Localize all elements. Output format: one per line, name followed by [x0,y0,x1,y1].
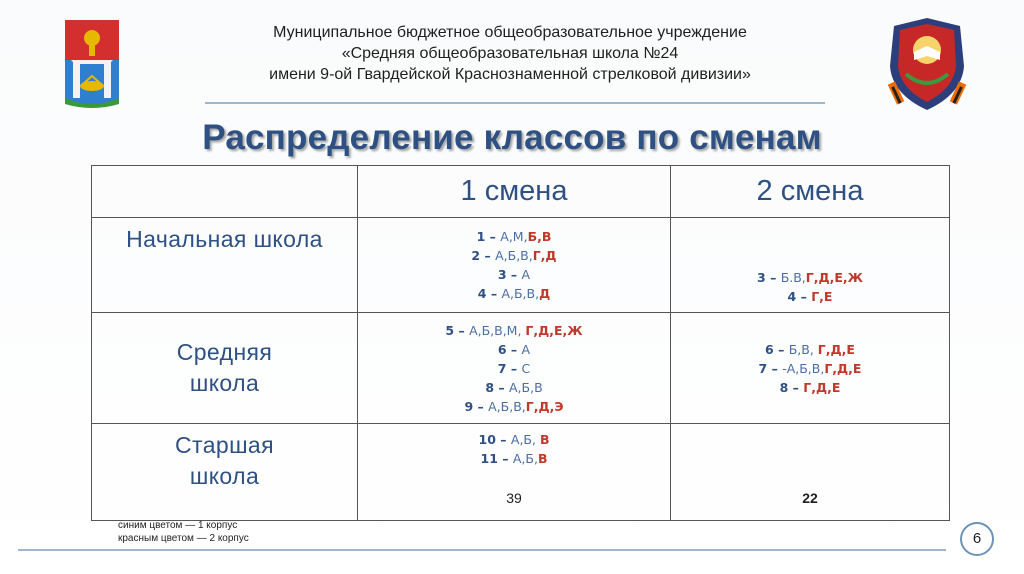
org-line-3: имени 9-ой Гвардейской Краснознаменной стрелковой дивизии» [269,66,751,83]
class-list-item [358,359,670,378]
building-2-classes: Г,Д,Е,Ж [805,270,863,285]
building-1-classes: -А,Б,В, [782,360,825,376]
row-label-line: Средняя [176,339,273,365]
class-list-item [358,246,670,265]
building-2-classes: Д [539,286,551,301]
header-divider [205,102,825,104]
building-1-classes: А,Б,В,М, [469,322,526,338]
class-list-item [358,265,670,284]
footer-divider [18,549,946,551]
grade-separator: – [494,379,509,395]
building-1-classes: А,Б,В, [495,248,533,263]
row-label-senior [92,424,358,521]
class-list-item [671,359,949,378]
grade-separator: – [773,341,789,357]
row-label-line: Начальная школа [126,226,323,252]
grade-number: 3 [757,270,766,285]
cell-primary-shift-1 [358,218,671,313]
building-1-classes: Б,В, [788,341,818,357]
grade-separator: – [506,360,522,376]
grade-separator: – [765,270,781,285]
organization-name [170,22,850,85]
cell-middle-shift-1 [358,313,671,424]
school-badge-icon [884,16,970,112]
grade-separator: – [767,360,783,376]
building-1-classes: А [521,341,531,357]
building-1-classes: А,Б,В, [488,398,526,414]
table-row-primary [92,218,950,313]
building-2-classes: Г,Д,Е [803,379,841,395]
class-list-item [358,449,670,468]
building-2-classes: Г,Д,Е [824,360,862,376]
grade-separator: – [796,289,812,304]
senior-shift-1-list [358,430,670,468]
row-label-line: Старшая [175,432,274,458]
building-2-classes: Г,Д,Е,Ж [525,322,583,338]
cell-middle-shift-2 [671,313,950,424]
total-shift-2: 22 [802,490,818,506]
grade-number: 6 [765,341,774,357]
grade-separator: – [480,248,496,263]
table-header-row [92,166,950,218]
color-legend [118,519,249,545]
grade-number: 11 [480,451,498,466]
grade-separator: – [788,379,804,395]
building-2-classes: В [539,432,550,447]
grade-number: 6 [497,341,507,357]
total-shift-1: 39 [506,490,522,506]
table-row-senior [92,424,950,521]
legend-red: красным цветом — 2 корпус [118,533,249,544]
grade-separator: – [497,451,513,466]
grade-number: 1 [476,229,486,244]
class-list-item [358,397,670,416]
grade-separator: – [506,267,522,282]
grade-number: 3 [497,267,507,282]
grade-separator: – [486,286,502,301]
grade-number: 9 [464,398,474,414]
header-cell-shift-1: 1 смена [358,166,671,218]
building-1-classes: А,М, [500,229,528,244]
building-2-classes: Г,Д [532,248,557,263]
grade-number: 7 [758,360,768,376]
slide-title: Распределение классов по сменам [202,118,822,157]
class-list-item [358,430,670,449]
building-1-classes: А,Б, [510,432,540,447]
row-label-primary [92,218,358,313]
grade-separator: – [495,432,511,447]
shift-distribution-table [91,165,950,521]
building-2-classes: Б,В [527,229,552,244]
building-2-classes: Г,Д,Э [525,398,564,414]
building-1-classes: А,Б,В, [501,286,540,301]
class-list-item [671,340,949,359]
grade-number: 2 [471,248,481,263]
building-1-classes: А,Б, [512,451,538,466]
org-line-2: «Средняя общеобразовательная школа №24 [341,45,679,62]
building-1-classes: С [521,360,531,376]
header-cell-empty [92,166,358,218]
class-list-item [671,268,949,287]
header-cell-shift-2: 2 смена [671,166,950,218]
row-label-middle [92,313,358,424]
building-2-classes: Г,Е [811,289,833,304]
grade-number: 10 [478,432,496,447]
class-list-item [358,321,670,340]
row-label-line: школа [189,463,260,489]
grade-separator: – [473,398,489,414]
class-list-item [358,340,670,359]
org-line-1: Муниципальное бюджетное общеобразовательное учреждение [273,24,747,41]
grade-separator: – [485,229,501,244]
cell-senior-shift-1 [358,424,671,521]
page-number: 6 [960,522,994,556]
class-list-item [358,227,670,246]
grade-separator: – [506,341,522,357]
class-list-item [671,378,949,397]
class-list-item [358,378,670,397]
building-1-classes: Б.В, [780,270,806,285]
coat-of-arms-icon [63,18,121,108]
class-list-item [671,287,949,306]
grade-number: 8 [779,379,789,395]
row-label-line: школа [189,370,260,396]
cell-primary-shift-2 [671,218,950,313]
grade-separator: – [454,322,470,338]
senior-shift-2-list [671,430,949,468]
grade-number: 4 [787,289,797,304]
grade-number: 8 [485,379,495,395]
building-1-classes: А,Б,В [509,379,543,395]
table-row-middle [92,313,950,424]
building-1-classes: А [521,267,531,282]
legend-blue: синим цветом — 1 корпус [118,520,238,531]
cell-senior-shift-2 [671,424,950,521]
building-2-classes: В [537,451,548,466]
building-2-classes: Г,Д,Е [817,341,855,357]
grade-number: 7 [497,360,507,376]
grade-number: 4 [477,286,487,301]
class-list-item [358,284,670,303]
grade-number: 5 [445,322,455,338]
